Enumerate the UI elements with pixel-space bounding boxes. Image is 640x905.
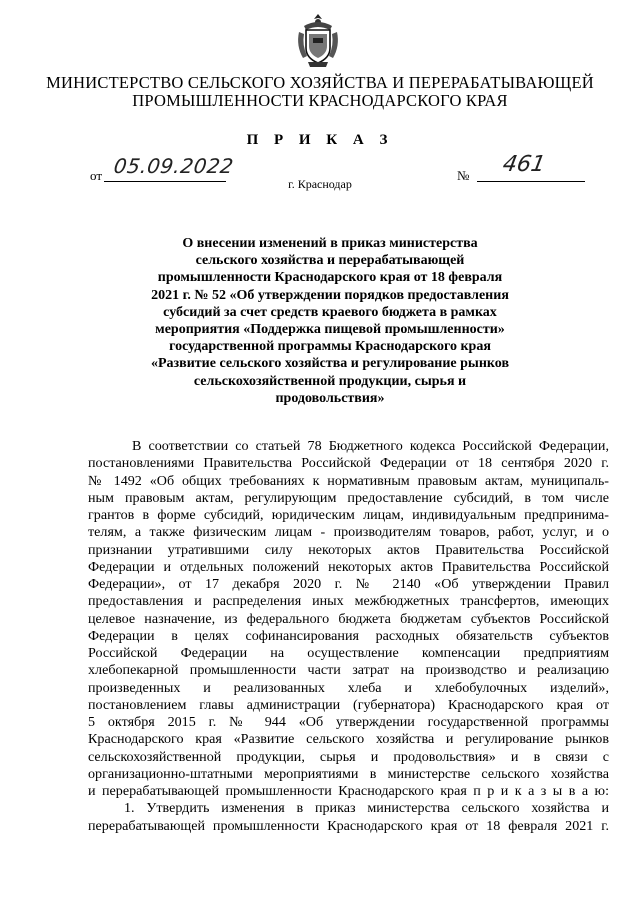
subject-line: государственной программы Краснодарского края: [169, 339, 491, 355]
handwritten-date: 05.09.2022: [112, 154, 236, 178]
subject-line: сельского хозяйства и перерабатывающей: [195, 253, 465, 269]
body-line: Федерации», от 17 декабря 2020 г. № 2140 «Об утверждении Правил: [88, 576, 609, 592]
subject-line: О внесении изменений в приказ министерства: [182, 236, 478, 251]
body-line: предоставления и распределения иных межбюджетных трансфертов, имеющих: [88, 593, 609, 610]
body-line: произведенных и реализованных хлеба и хлебобулочных изделий»,: [88, 679, 609, 696]
handwritten-number: 461: [500, 152, 548, 177]
body-line: телям, а также физическим лицам - производителям товаров, работ, услуг, и о: [88, 524, 609, 541]
subject-line: мероприятия «Поддержка пищевой промышленности»: [155, 322, 505, 338]
coat-of-arms-icon: [295, 12, 341, 68]
body-line: ным правовым актам, регулирующим предоставление субсидий, в том числе: [88, 489, 609, 506]
body-line: и перерабатывающей промышленности Краснодарского края п р и к а з ы в а ю:: [88, 783, 609, 799]
body-line: организационно-штатными мероприятиями в министерстве сельского хозяйства: [88, 765, 609, 782]
ministry-name-line2: ПРОМЫШЛЕННОСТИ КРАСНОДАРСКОГО КРАЯ: [132, 91, 508, 110]
ministry-name-line1: МИНИСТЕРСТВО СЕЛЬСКОГО ХОЗЯЙСТВА И ПЕРЕРАБАТЫВАЮЩЕЙ: [46, 73, 594, 92]
body-line: перерабатывающей промышленности Краснодарского края от 18 февраля 2021 г.: [88, 817, 609, 834]
body-line: целевое назначение, из федерального бюджета бюджетам субъектов Российской: [88, 610, 609, 627]
city-label: г. Краснодар: [288, 177, 352, 191]
body-line: признании утратившими силу некоторых актов Правительства Российской: [88, 541, 609, 558]
from-label: от: [90, 168, 103, 183]
number-sign: №: [457, 168, 470, 183]
body-line: постановлением главы администрации (губернатора) Краснодарского края от: [88, 696, 609, 713]
ministry-name: [40, 74, 600, 110]
subject-line: сельскохозяйственной продукции, сырья и: [193, 373, 467, 389]
body-line: хлебопекарной промышленности части затрат на производство и реализацию: [88, 662, 609, 679]
body-line: Российской Федерации на осуществление компенсации предприятиям: [88, 645, 609, 661]
document-title: П Р И К А З: [246, 132, 394, 148]
body-line: сельскохозяйственной продукции, сырья и продовольствия» и в связи с: [88, 748, 609, 765]
subject-line: продовольствия»: [275, 390, 385, 406]
order-body: [88, 438, 609, 835]
body-line: В соответствии со статьей 78 Бюджетного кодекса Российской Федерации,: [132, 438, 609, 454]
body-line: 1. Утвердить изменения в приказ министерства сельского хозяйства и: [124, 800, 609, 817]
subject-line: 2021 г. № 52 «Об утверждении порядков предоставления: [151, 287, 509, 303]
body-line: Федерации в целях софинансирования расходных обязательств субъектов: [88, 627, 609, 644]
subject-line: субсидий за счет средств краевого бюджета в рамках: [163, 304, 497, 320]
body-line: 5 октября 2015 г. № 944 «Об утверждении государственной программы: [88, 714, 609, 730]
subject-line: промышленности Краснодарского края от 18 февраля: [157, 270, 503, 286]
subject-line: «Развитие сельского хозяйства и регулирование рынков: [150, 356, 510, 372]
body-line: № 1492 «Об общих требованиях к нормативным правовым актам, муниципаль-: [88, 472, 609, 489]
body-line: постановлениями Правительства Российской Федерации от 18 сентября 2020 г.: [88, 455, 609, 472]
order-subject: [130, 235, 530, 407]
body-line: Федерации и отдельных положений некоторых актов Правительства Российской: [88, 558, 609, 575]
body-line: Краснодарского края «Развитие сельского хозяйства и регулирование рынков: [88, 731, 609, 748]
body-line: грантов в форме субсидий, юридическим лицам, индивидуальным предпринима-: [88, 507, 609, 523]
